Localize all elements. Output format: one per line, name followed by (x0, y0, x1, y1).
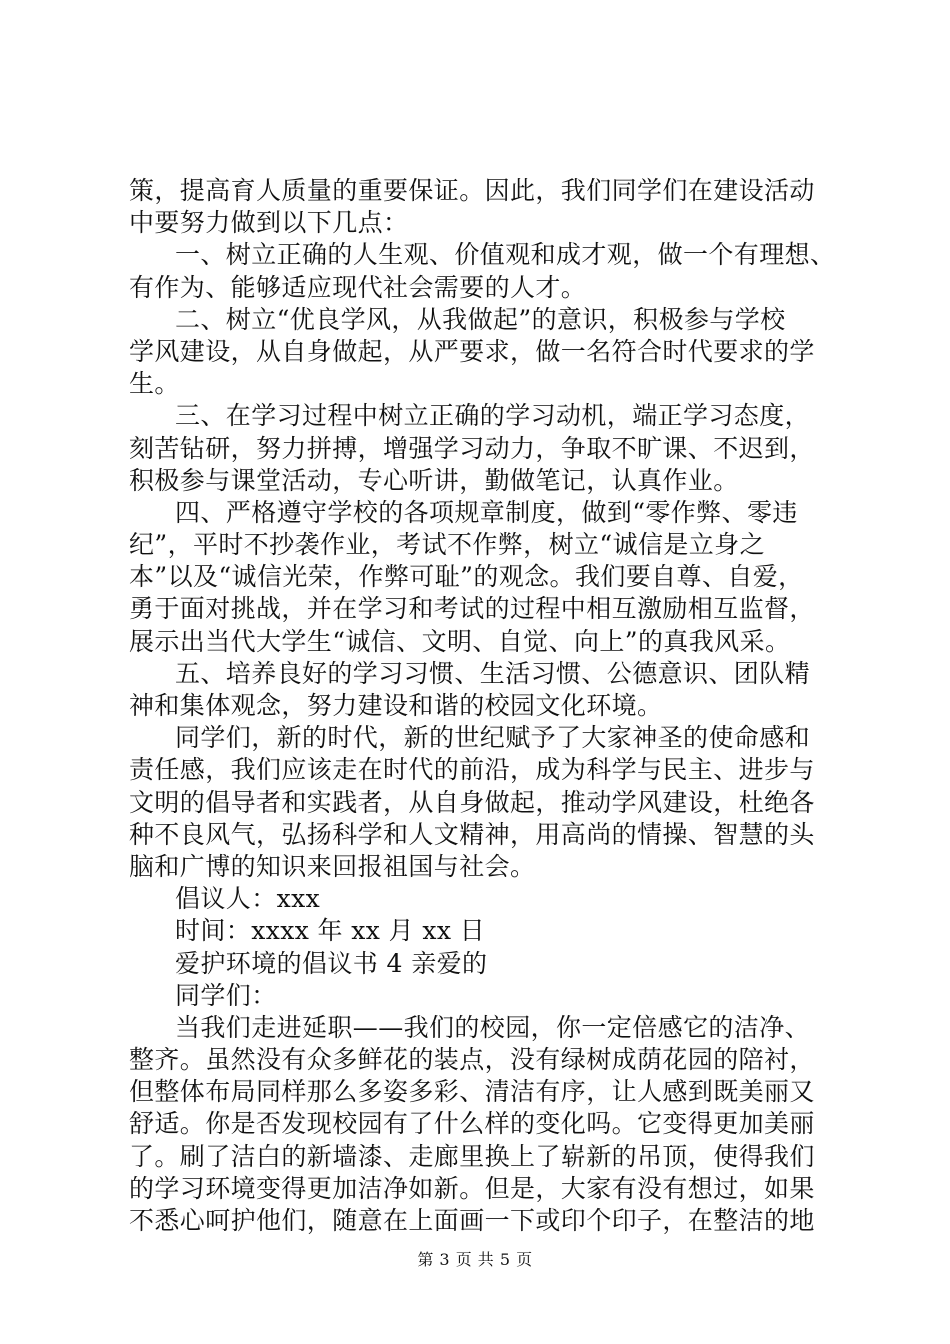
text-line: 不悉心呵护他们，随意在上面画一下或印个印子，在整洁的地 (129, 1206, 815, 1235)
text-line: 神和集体观念，努力建设和谐的校园文化环境。 (129, 691, 663, 720)
text-line: 脑和广博的知识来回报祖国与社会。 (129, 851, 536, 881)
text-line: 勇于面对挑战，并在学习和考试的过程中相互激励相互监督， (129, 594, 815, 624)
text-line: 但整体布局同样那么多姿多彩、清洁有序，让人感到既美丽又 (129, 1077, 815, 1107)
text-line: 生。 (129, 369, 180, 399)
text-line: 同学们，新的时代，新的世纪赋予了大家神圣的使命感和 (175, 723, 811, 753)
text-line: 二、树立“优良学风，从我做起”的意识，积极参与学校 (175, 304, 786, 334)
document-body (129, 175, 864, 1237)
text-line: 当我们走进延职——我们的校园，你一定倍感它的洁净、 (175, 1012, 811, 1042)
text-line: 爱护环境的倡议书 4 亲爱的 (175, 948, 488, 978)
text-line: 文明的倡导者和实践者，从自身做起，推动学风建设，杜绝各 (129, 787, 815, 817)
page-footer: 第 3 页 共 5 页 (417, 1250, 533, 1269)
text-line: 四、严格遵守学校的各项规章制度，做到“零作弊、零违 (175, 497, 798, 527)
text-line: 时间：xxxx 年 xx 月 xx 日 (175, 916, 486, 946)
text-line: 的学习环境变得更加洁净如新。但是，大家有没有想过，如果 (129, 1173, 815, 1203)
text-line: 展示出当代大学生“诚信、文明、自觉、向上”的真我风采。 (129, 626, 791, 656)
text-line: 策，提高育人质量的重要保证。因此，我们同学们在建设活动 (129, 176, 815, 205)
text-line: 一、树立正确的人生观、价值观和成才观，做一个有理想、 (175, 240, 836, 270)
text-line: 了。刷了洁白的新墙漆、走廊里换上了崭新的吊顶，使得我们 (129, 1141, 815, 1171)
text-line: 有作为、能够适应现代社会需要的人才。 (129, 272, 587, 302)
text-line: 积极参与课堂活动，专心听讲，勤做笔记，认真作业。 (129, 465, 739, 495)
text-line: 五、培养良好的学习习惯、生活习惯、公德意识、团队精 (175, 658, 811, 688)
text-line: 同学们： (175, 980, 277, 1010)
text-line: 刻苦钻研，努力拼搏，增强学习动力，争取不旷课、不迟到， (129, 433, 815, 463)
text-line: 本”以及“诚信光荣，作弊可耻”的观念。我们要自尊、自爱， (129, 562, 804, 592)
text-line: 三、在学习过程中树立正确的学习动机，端正学习态度， (175, 401, 811, 431)
text-line: 种不良风气，弘扬科学和人文精神，用高尚的情操、智慧的头 (129, 819, 815, 849)
text-line: 责任感，我们应该走在时代的前沿，成为科学与民主、进步与 (129, 755, 815, 785)
text-line: 纪”，平时不抄袭作业，考试不作弊，树立“诚信是立身之 (129, 530, 765, 560)
text-line: 整齐。虽然没有众多鲜花的装点，没有绿树成荫花园的陪衬， (129, 1045, 815, 1075)
text-line: 舒适。你是否发现校园有了什么样的变化吗。它变得更加美丽 (129, 1109, 815, 1139)
text-line: 倡议人：xxx (175, 884, 321, 914)
text-line: 中要努力做到以下几点： (129, 208, 409, 238)
text-line: 学风建设，从自身做起，从严要求，做一名符合时代要求的学 (129, 336, 815, 366)
